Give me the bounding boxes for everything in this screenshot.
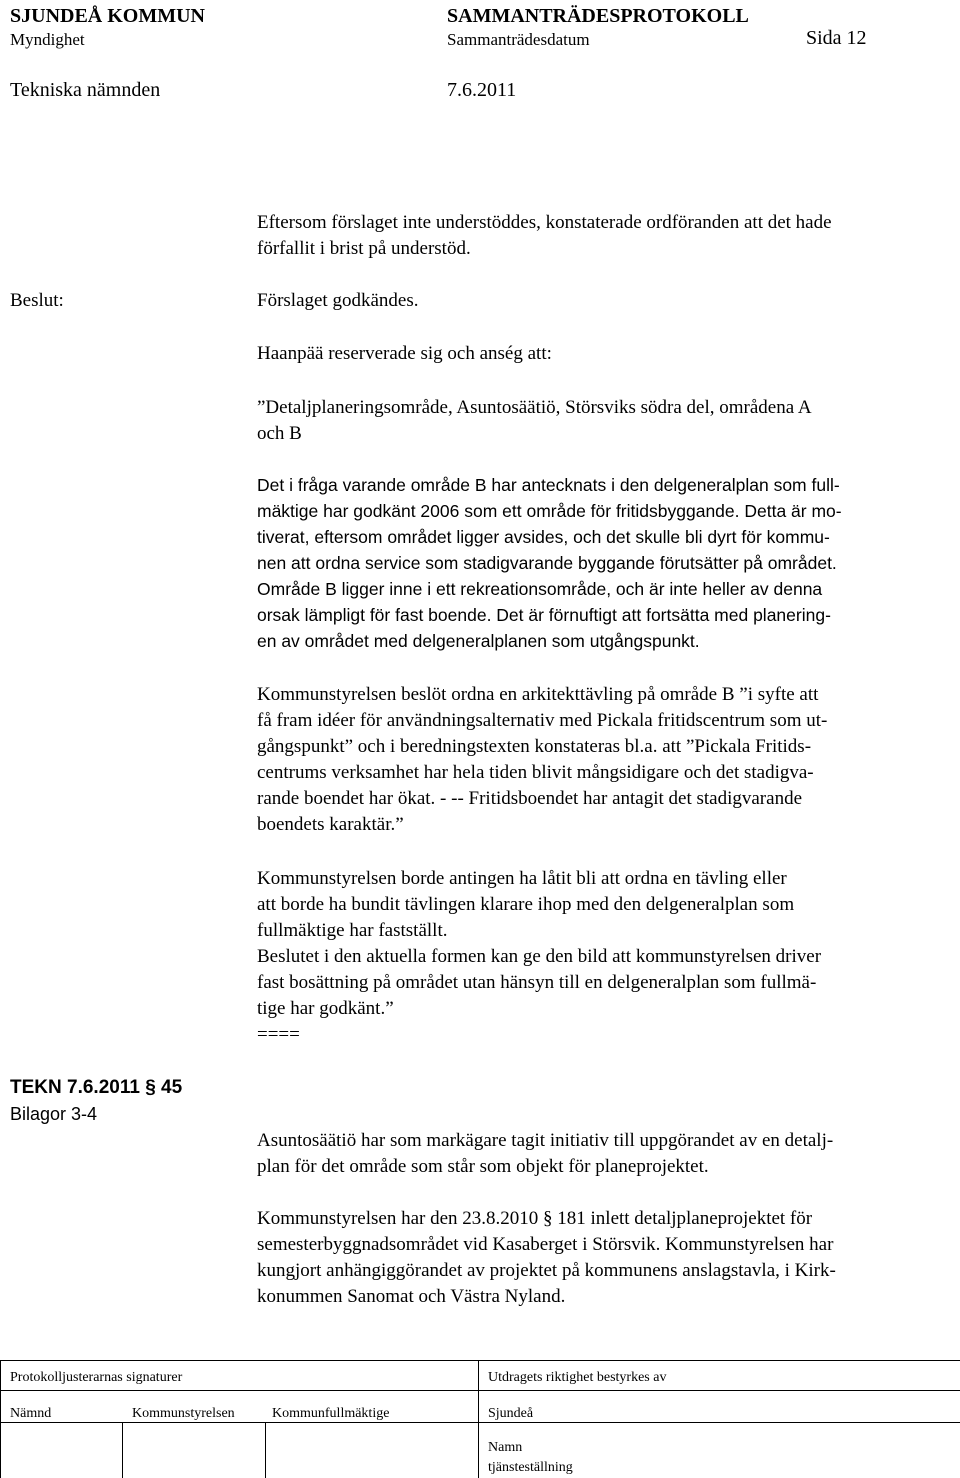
column-kommunfullmaktige: Kommunfullmäktige <box>272 1406 390 1421</box>
table-border <box>0 1360 1 1478</box>
text-line: Beslutet i den aktuella formen kan ge den bild att kommunstyrelsen driver <box>257 946 822 967</box>
initiative-paragraph <box>257 1128 953 1180</box>
text-line: Kommunstyrelsen borde antingen ha låtit bli att ordna en tävling eller <box>257 868 787 889</box>
page-number: Sida 12 <box>806 27 867 49</box>
intro-line: Eftersom förslaget inte understöddes, konstaterade ordföranden att det hade <box>257 212 832 233</box>
text-line: Kommunstyrelsen har den 23.8.2010 § 181 inlett detaljplaneprojektet för <box>257 1208 813 1229</box>
certified-label: Utdragets riktighet bestyrkes av <box>488 1370 667 1385</box>
registered-paragraph <box>257 1206 953 1310</box>
text-line: plan för det område som står som objekt för planeprojektet. <box>257 1156 709 1177</box>
column-kommunstyrelsen: Kommunstyrelsen <box>132 1406 235 1421</box>
table-border <box>0 1422 960 1423</box>
table-border <box>0 1390 960 1391</box>
intro-line: förfallit i brist på understöd. <box>257 238 471 259</box>
decision-label: Beslut: <box>10 290 64 311</box>
reservation-text: Haanpää reserverade sig och anség att: <box>257 343 552 364</box>
name-label: Namn <box>488 1440 523 1455</box>
text-line: boendets karaktär.” <box>257 814 404 835</box>
quote-title-line: och B <box>257 423 302 444</box>
text-line: Det i fråga varande område B har antecknats i den delgeneralplan som full- <box>257 475 840 495</box>
text-line: att borde ha bundit tävlingen klarare ihop med den delgeneralplan som <box>257 894 795 915</box>
text-line: semesterbyggnadsområdet vid Kasaberget i Störsvik. Kommunstyrelsen har <box>257 1234 834 1255</box>
text-line: Asuntosäätiö har som markägare tagit initiativ till uppgörandet av en detalj- <box>257 1130 834 1151</box>
municipality-name: SJUNDEÅ KOMMUN <box>10 5 205 27</box>
text-line: mäktige har godkänt 2006 som ett område för fritidsbyggande. Detta är mo- <box>257 501 842 521</box>
text-line: fast bosättning på området utan hänsyn till en delgeneralplan som fullmä- <box>257 972 817 993</box>
text-line: tiverat, eftersom området ligger avsides, och det skulle bli dyrt för kommu- <box>257 527 830 547</box>
table-border <box>265 1422 266 1478</box>
place-label: Sjundeå <box>488 1406 534 1421</box>
attachments-label: Bilagor 3-4 <box>10 1104 98 1124</box>
authority-label: Myndighet <box>10 30 85 49</box>
text-line: Kommunstyrelsen beslöt ordna en arkitekttävling på område B ”i syfte att <box>257 684 819 705</box>
column-namnd: Nämnd <box>10 1406 52 1421</box>
table-border <box>0 1360 960 1361</box>
title-label: tjänsteställning <box>488 1460 573 1475</box>
text-line: gångspunkt” och i beredningstexten konstateras bl.a. att ”Pickala Fritids- <box>257 736 812 757</box>
quote-title <box>257 395 953 447</box>
meeting-date: 7.6.2011 <box>447 79 517 101</box>
table-border <box>122 1422 123 1478</box>
should-paragraph <box>257 866 953 1048</box>
text-line: få fram idéer för användningsalternativ med Pickala fritidscentrum som ut- <box>257 710 828 731</box>
table-border <box>478 1360 479 1478</box>
decision-text: Förslaget godkändes. <box>257 290 419 311</box>
document-type: SAMMANTRÄDESPROTOKOLL <box>447 5 749 27</box>
authority-name: Tekniska nämnden <box>10 79 161 101</box>
text-line: fullmäktige har fastställt. <box>257 920 448 941</box>
text-line: konummen Sanomat och Västra Nyland. <box>257 1286 566 1307</box>
signatures-label: Protokolljusterarnas signaturer <box>10 1370 183 1385</box>
quote-title-line: ”Detaljplaneringsområde, Asuntosäätiö, Störsviks södra del, områdena A <box>257 397 812 418</box>
signature-table <box>0 1360 960 1478</box>
intro-paragraph <box>257 210 953 262</box>
text-line: ==== <box>257 1024 300 1045</box>
text-line: kungjort anhängiggörandet av projektet på kommunens anslagstavla, i Kirk- <box>257 1260 836 1281</box>
text-line: rande boendet har ökat. - -- Fritidsboendet har antagit det stadigvarande <box>257 788 802 809</box>
text-line: tige har godkänt.” <box>257 998 394 1019</box>
text-line: Område B ligger inne i ett rekreationsområde, och är inte heller av denna <box>257 579 823 599</box>
competition-paragraph <box>257 682 953 838</box>
meeting-date-label: Sammanträdesdatum <box>447 30 590 49</box>
text-line: centrums verksamhet har hela tiden blivit mångsidigare och det stadigva- <box>257 762 814 783</box>
text-line: en av området med delgeneralplanen som utgångspunkt. <box>257 631 700 651</box>
section-reference: TEKN 7.6.2011 § 45 <box>10 1077 183 1098</box>
text-line: nen att ordna service som stadigvarande byggande förutsätter på området. <box>257 553 837 573</box>
text-line: orsak lämpligt för fast boende. Det är förnuftigt att fortsätta med planering- <box>257 605 831 625</box>
area-b-paragraph <box>257 472 953 654</box>
